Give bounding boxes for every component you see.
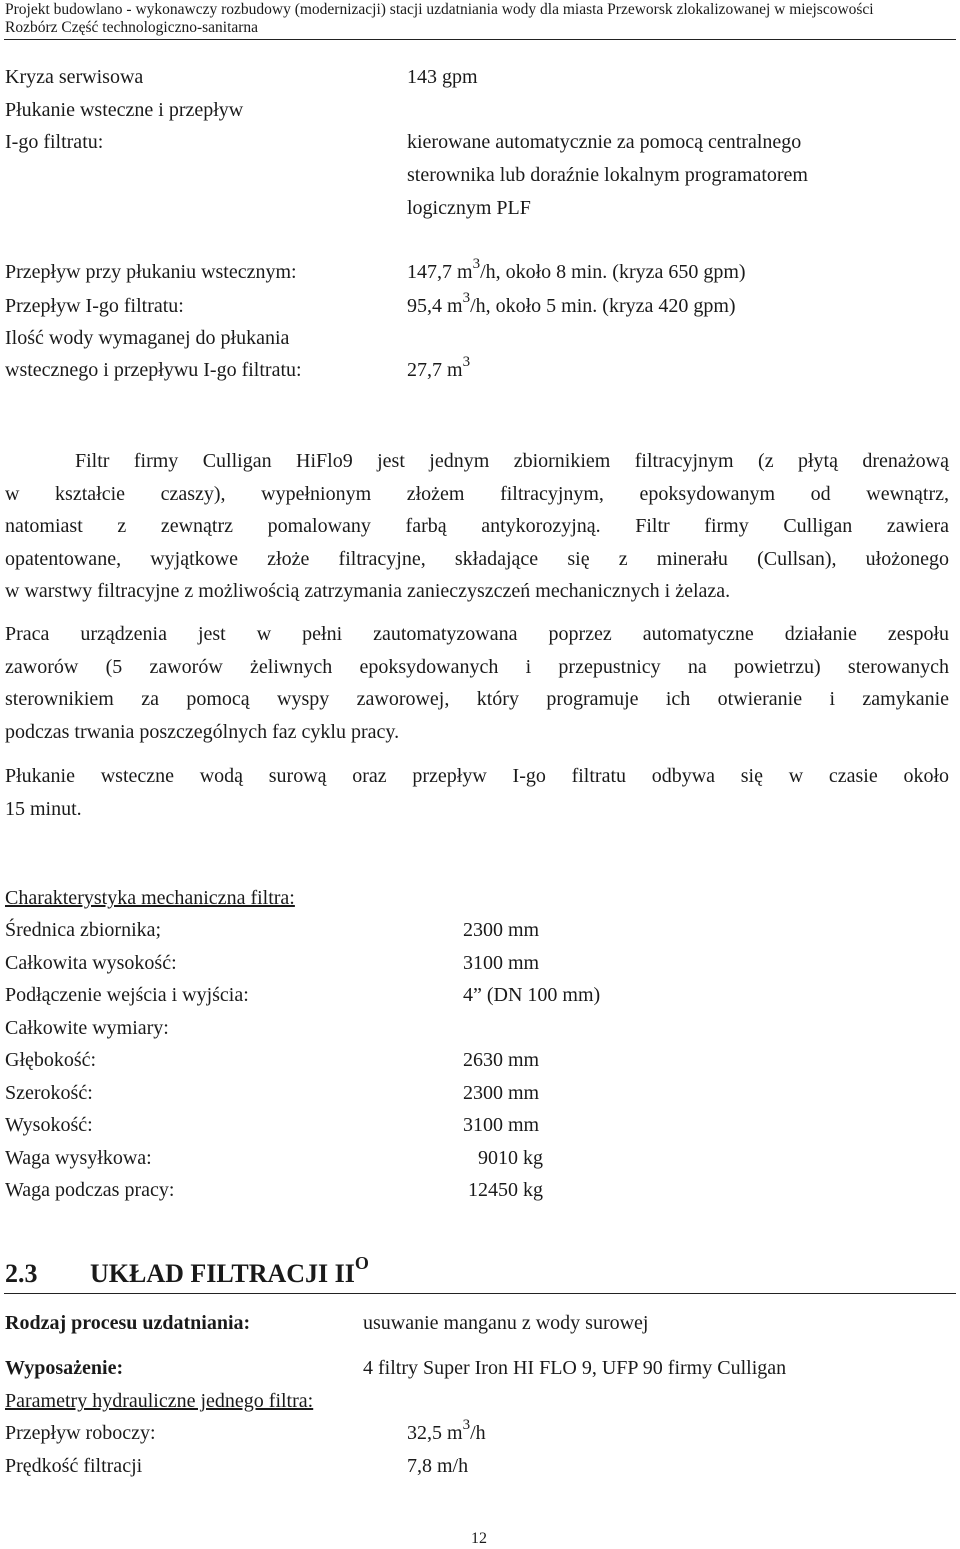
paragraph-line: zaworów (5 zaworów żeliwnych epoksydowanych i przepustnicy na powietrzu) sterowanych [5,655,949,678]
ilosc-value: 27,7 $m^3$ [407,354,471,381]
mech-row-value: 3100 mm [463,1114,540,1136]
mech-title: Charakterystyka mechaniczna filtra: [5,887,295,909]
ilosc-label-1: Ilość wody wymaganej do płukania [5,327,290,349]
header-divider [4,39,956,40]
przeplyw-filtrat-value: 95,4 $m^3/h$, około 5 min. (kryza 420 gpm) [407,290,736,317]
page-number: 12 [471,1530,487,1547]
section-title: UKŁAD FILTRACJI $II^O$ [90,1253,369,1288]
mech-row-label: Średnica zbiornika; [5,919,162,941]
mech-row-label: Wysokość: [5,1114,93,1136]
flow-value: 32,5 $m^3/h$ [407,1417,486,1444]
mech-row-value: 2630 mm [463,1049,540,1071]
paragraph-line: w kształcie czaszy), wypełnionym złożem filtracyjnym, epoksydowanym od wewnątrz, [5,482,949,505]
paragraph-line: Filtr firmy Culligan HiFlo9 jest jednym zbiornikiem filtracyjnym (z płytą drenażową [75,450,949,472]
hydraulic-title: Parametry hydrauliczne jednego filtra: [5,1390,314,1412]
speed-label: Prędkość filtracji [5,1455,143,1477]
section-divider [4,1293,956,1294]
mech-row-value: 3100 mm [463,952,540,974]
paragraph-filtr [5,445,949,608]
mech-row-value: 2300 mm [463,919,540,941]
paragraph-praca [5,618,949,748]
paragraph-line: Praca urządzenia jest w pełni zautomatyzowana poprzez automatyczne działanie zespołu [5,623,949,645]
plukanie-value-3: logicznym PLF [407,197,531,219]
paragraph-line: natomiast z zewnątrz pomalowany farbą antykorozyjną. Filtr firmy Culligan zawiera [5,515,949,537]
paragraph-line: sterownikiem za pomocą wyspy zaworowej, który programuje ich otwieranie i zamykanie [5,688,949,710]
mech-row-value: 2300 mm [463,1082,540,1104]
przeplyw-plukanie-value: 147,7 $m^3/h$, około 8 min. (kryza 650 gpm) [407,256,746,283]
mech-row-label: Szerokość: [5,1082,93,1104]
kryza-value: 143 gpm [407,66,478,88]
header-line-1: Projekt budowlano - wykonawczy rozbudowy (modernizacji) stacji uzdatniania wody dla miasta Przeworsk zlokalizowanej w miejscowości [5,1,874,18]
paragraph-line: w warstwy filtracyjne z możliwością zatrzymania zanieczyszczeń mechanicznych i żelaza. [5,580,731,602]
mech-row-label: Waga wysyłkowa: [5,1147,152,1169]
flow-label: Przepływ roboczy: [5,1422,156,1444]
mech-row-label: Podłączenie wejścia i wyjścia: [5,984,249,1006]
mech-row-label: Głębokość: [5,1049,97,1071]
kryza-label: Kryza serwisowa [5,66,144,88]
process-value: usuwanie manganu z wody surowej [363,1312,649,1334]
mech-row-label: Całkowita wysokość: [5,952,177,974]
equipment-value: 4 filtry Super Iron HI FLO 9, UFP 90 firmy Culligan [363,1357,787,1379]
mech-row-label: Waga podczas pracy: [5,1179,175,1201]
equipment-label: Wyposażenie: [5,1357,124,1379]
paragraph-line: opatentowane, wyjątkowe złoże filtracyjne, składające się z minerału (Cullsan), ułożonego [5,547,949,570]
plukanie-value-1: kierowane automatycznie za pomocą centralnego [407,131,802,153]
mech-row-value: 4” (DN 100 mm) [463,984,601,1006]
plukanie-value-2: sterownika lub doraźnie lokalnym programatorem [407,164,808,186]
process-label: Rodzaj procesu uzdatniania: [5,1312,251,1334]
paragraph-plukanie [5,760,949,825]
ilosc-label-2: wstecznego i przepływu I-go filtratu: [5,359,302,381]
speed-value: 7,8 m/h [407,1455,469,1477]
section-number: 2.3 [5,1259,38,1288]
paragraph-line: podczas trwania poszczególnych faz cyklu pracy. [5,720,400,743]
paragraph-line: 15 minut. [5,797,82,820]
plukanie-label-2: I-go filtratu: [5,131,104,153]
przeplyw-filtrat-label: Przepływ I-go filtratu: [5,295,184,317]
przeplyw-plukanie-label: Przepływ przy płukaniu wstecznym: [5,261,297,283]
plukanie-label-1: Płukanie wsteczne i przepływ [5,99,244,121]
header-line-2: Rozbórz Część technologiczno-sanitarna [5,19,259,36]
mech-row-label: Całkowite wymiary: [5,1017,169,1039]
mech-row-value: 12450 kg [468,1179,543,1201]
paragraph-line: Płukanie wsteczne wodą surową oraz przepływ I-go filtratu odbywa się w czasie około [5,765,949,787]
mech-row-value: 9010 kg [478,1147,543,1169]
